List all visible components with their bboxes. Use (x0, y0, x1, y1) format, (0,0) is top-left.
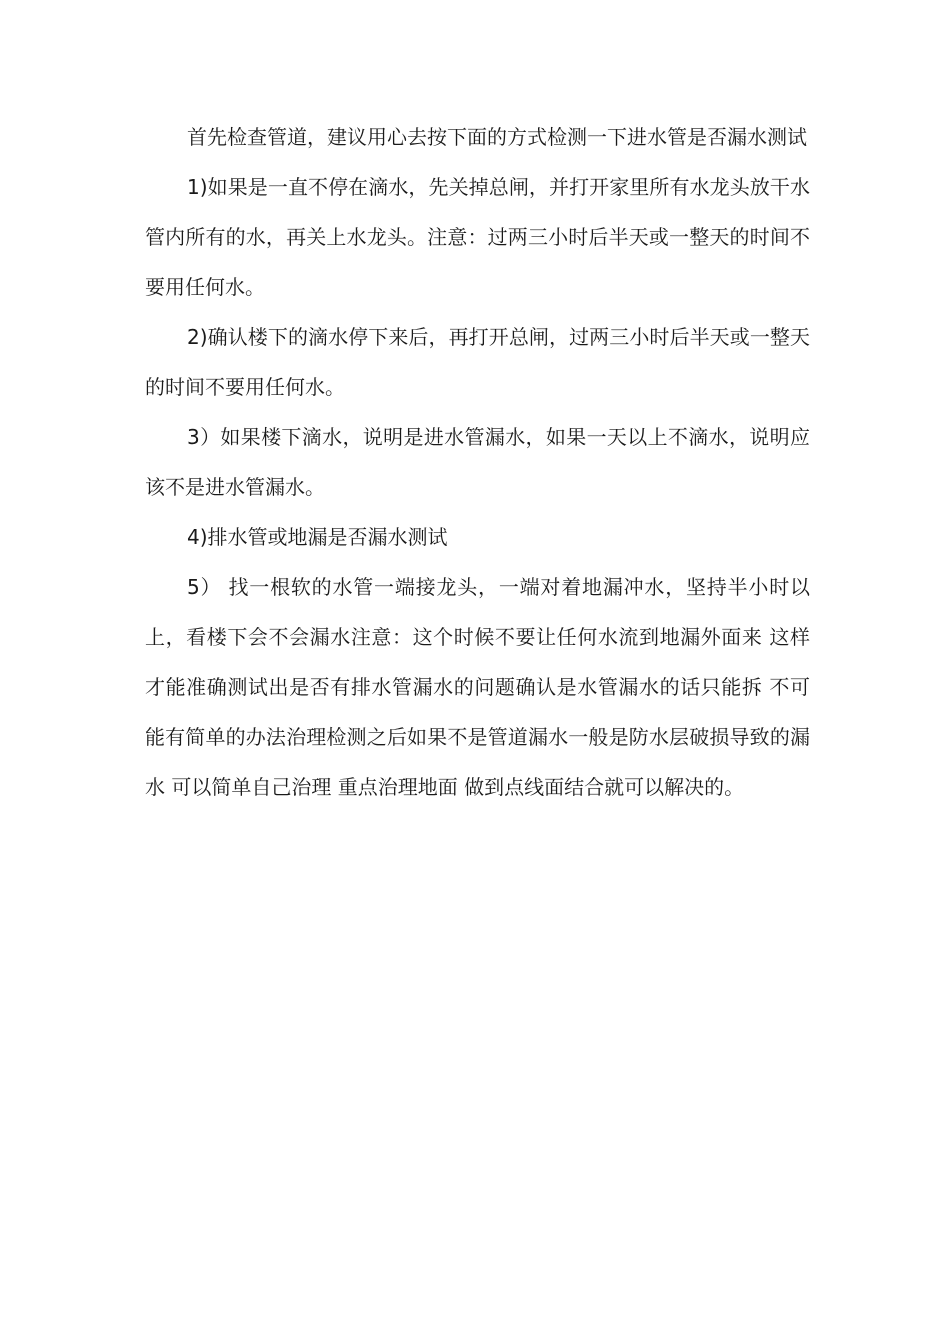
paragraph-step-2: 2)确认楼下的滴水停下来后，再打开总闸，过两三小时后半天或一整天的时间不要用任何水。 (145, 325, 810, 399)
paragraph-intro: 首先检查管道，建议用心去按下面的方式检测一下进水管是否漏水测试 (187, 125, 807, 149)
paragraph-step-4: 4)排水管或地漏是否漏水测试 (187, 525, 448, 549)
document-body (145, 112, 810, 812)
paragraph-step-1: 1)如果是一直不停在滴水，先关掉总闸，并打开家里所有水龙头放干水管内所有的水，再关上水龙头。注意：过两三小时后半天或一整天的时间不要用任何水。 (145, 175, 810, 299)
paragraph-step-3: 3）如果楼下滴水，说明是进水管漏水，如果一天以上不滴水，说明应该不是进水管漏水。 (145, 425, 810, 499)
paragraph-step-5: 5） 找一根软的水管一端接龙头，一端对着地漏冲水，坚持半小时以上，看楼下会不会漏水注意：这个时候不要让任何水流到地漏外面来 这样才能准确测试出是否有排水管漏水的问题确认是水管漏水的话只能拆 不可能有简单的办法治理检测之后如果不是管道漏水一般是防水层破损导致的漏水 可以简单自己治理 重点治理地面 做到点线面结合就可以解决的。 (145, 575, 810, 799)
